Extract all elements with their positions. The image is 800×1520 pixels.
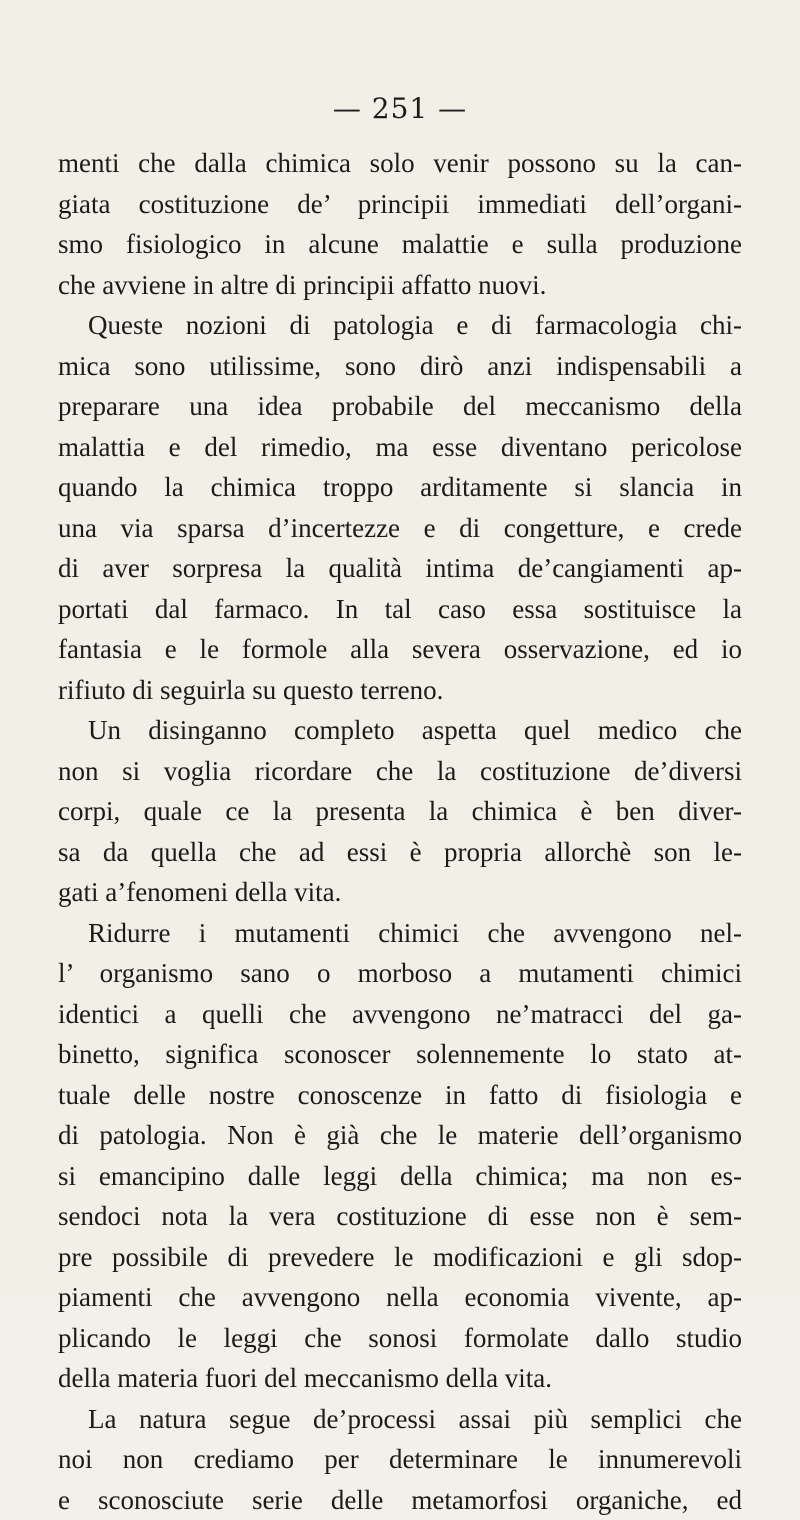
text-line: tuale delle nostre conoscenze in fatto di fisiologia e	[58, 1075, 742, 1116]
text-line: di patologia. Non è già che le materie dell’organismo	[58, 1115, 742, 1156]
text-line: gati a’fenomeni della vita.	[58, 872, 742, 913]
text-line: La natura segue de’processi assai più semplici che	[58, 1399, 742, 1440]
text-line: Un disinganno completo aspetta quel medico che	[58, 710, 742, 751]
text-line: che avviene in altre di principii affatto nuovi.	[58, 265, 742, 306]
text-line: Queste nozioni di patologia e di farmacologia chi-	[58, 305, 742, 346]
text-line: corpi, quale ce la presenta la chimica è ben diver-	[58, 791, 742, 832]
text-line: e sconosciute serie delle metamorfosi organiche, ed	[58, 1480, 742, 1520]
text-line: l’ organismo sano o morboso a mutamenti chimici	[58, 953, 742, 994]
text-line: identici a quelli che avvengono ne’matracci del ga-	[58, 994, 742, 1035]
text-line: Ridurre i mutamenti chimici che avvengono nel-	[58, 913, 742, 954]
text-line: preparare una idea probabile del meccanismo della	[58, 386, 742, 427]
text-line: giata costituzione de’ principii immediati dell’organi-	[58, 184, 742, 225]
text-line: pre possibile di prevedere le modificazioni e gli sdop-	[58, 1237, 742, 1278]
text-line: plicando le leggi che sonosi formolate dallo studio	[58, 1318, 742, 1359]
text-line: rifiuto di seguirla su questo terreno.	[58, 670, 742, 711]
text-line: una via sparsa d’incertezze e di congetture, e crede	[58, 508, 742, 549]
text-line: di aver sorpresa la qualità intima de’cangiamenti ap-	[58, 548, 742, 589]
text-line: sa da quella che ad essi è propria allorchè son le-	[58, 832, 742, 873]
text-line: non si voglia ricordare che la costituzione de’diversi	[58, 751, 742, 792]
text-line: binetto, significa sconoscer solennemente lo stato at-	[58, 1034, 742, 1075]
text-line: menti che dalla chimica solo venir possono su la can-	[58, 143, 742, 184]
text-line: smo fisiologico in alcune malattie e sulla produzione	[58, 224, 742, 265]
page-number: — 251 —	[0, 92, 800, 125]
text-line: noi non crediamo per determinare le innumerevoli	[58, 1439, 742, 1480]
text-line: si emancipino dalle leggi della chimica; ma non es-	[58, 1156, 742, 1197]
text-line: quando la chimica troppo arditamente si slancia in	[58, 467, 742, 508]
text-line: piamenti che avvengono nella economia vivente, ap-	[58, 1277, 742, 1318]
text-line: sendoci nota la vera costituzione di esse non è sem-	[58, 1196, 742, 1237]
text-line: portati dal farmaco. In tal caso essa sostituisce la	[58, 589, 742, 630]
body-text	[58, 143, 742, 1520]
text-line: mica sono utilissime, sono dirò anzi indispensabili a	[58, 346, 742, 387]
text-line: fantasia e le formole alla severa osservazione, ed io	[58, 629, 742, 670]
text-line: della materia fuori del meccanismo della vita.	[58, 1358, 742, 1399]
text-line: malattia e del rimedio, ma esse diventano pericolose	[58, 427, 742, 468]
